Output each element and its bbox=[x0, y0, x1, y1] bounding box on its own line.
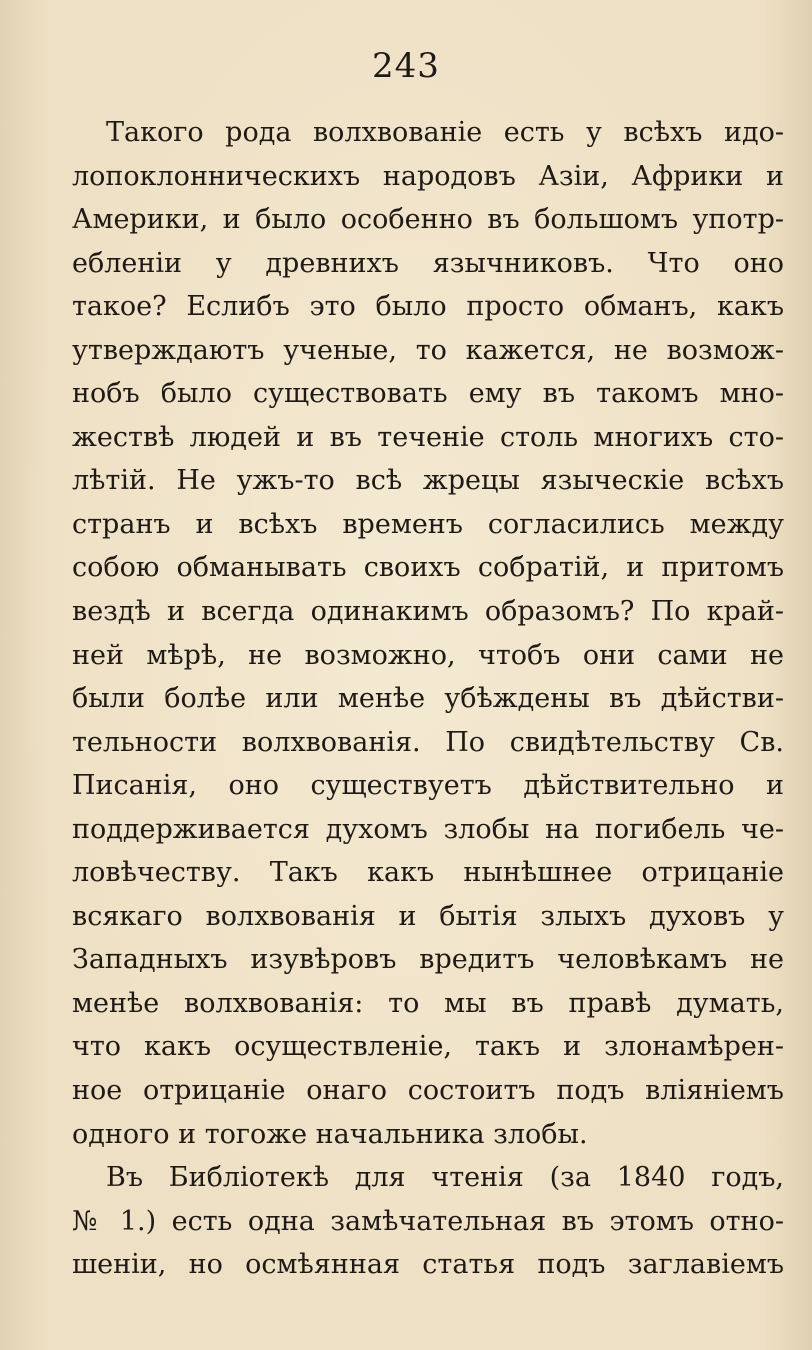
text-line: утверждаютъ ученые, то кажется, не возмож- bbox=[72, 334, 784, 366]
text-line: тельности волхвованія. По свидѣтельству Св. bbox=[72, 726, 784, 758]
text-line: жествѣ людей и въ теченіе столь многихъ сто- bbox=[72, 421, 784, 453]
text-line: менѣе волхвованія: то мы въ правѣ думать, bbox=[72, 987, 784, 1019]
text-line: № 1.) есть одна замѣчательная въ этомъ отно- bbox=[72, 1205, 784, 1237]
text-line: Въ Библіотекѣ для чтенія (за 1840 годъ, bbox=[106, 1162, 784, 1194]
text-line: ное отрицаніе онаго состоитъ подъ вліяніемъ bbox=[72, 1075, 784, 1107]
text-line: собою обманывать своихъ собратій, и притомъ bbox=[72, 552, 784, 584]
text-line: такое? Еслибъ это было просто обманъ, какъ bbox=[72, 291, 784, 323]
text-line: вездѣ и всегда одинакимъ образомъ? По край- bbox=[72, 596, 784, 628]
text-line: ней мѣрѣ, не возможно, чтобъ они сами не bbox=[72, 639, 784, 671]
text-line: были болѣе или менѣе убѣждены въ дѣйстви- bbox=[72, 683, 784, 715]
page-number: 243 bbox=[372, 46, 440, 86]
text-line: поддерживается духомъ злобы на погибель че- bbox=[72, 813, 784, 845]
text-line: странъ и всѣхъ временъ согласились между bbox=[72, 508, 784, 540]
body-text bbox=[72, 111, 784, 1287]
text-line: Америки, и было особенно въ большомъ употр- bbox=[72, 204, 784, 236]
text-line: что какъ осуществленіе, такъ и злонамѣрен- bbox=[72, 1031, 784, 1063]
text-line: нобъ было существовать ему въ такомъ мно- bbox=[72, 378, 784, 410]
text-line: лопоклонническихъ народовъ Азіи, Африки и bbox=[72, 160, 784, 192]
text-line: шеніи, но осмѣянная статья подъ заглавіемъ bbox=[72, 1249, 784, 1281]
text-line: Такого рода волхвованіе есть у всѣхъ идо- bbox=[106, 117, 784, 148]
text-line: одного и тогоже начальника злобы. bbox=[72, 1118, 588, 1150]
text-line: Писанія, оно существуетъ дѣйствительно и bbox=[72, 770, 784, 802]
text-line: лѣтій. Не ужъ-то всѣ жрецы языческіе всѣхъ bbox=[72, 465, 784, 497]
text-line: ловѣчеству. Такъ какъ нынѣшнее отрицаніе bbox=[72, 857, 784, 889]
text-line: всякаго волхвованія и бытія злыхъ духовъ у bbox=[72, 900, 784, 932]
text-line: Западныхъ изувѣровъ вредитъ человѣкамъ не bbox=[72, 944, 784, 976]
text-line: ебленіи у древнихъ язычниковъ. Что оно bbox=[72, 247, 784, 279]
